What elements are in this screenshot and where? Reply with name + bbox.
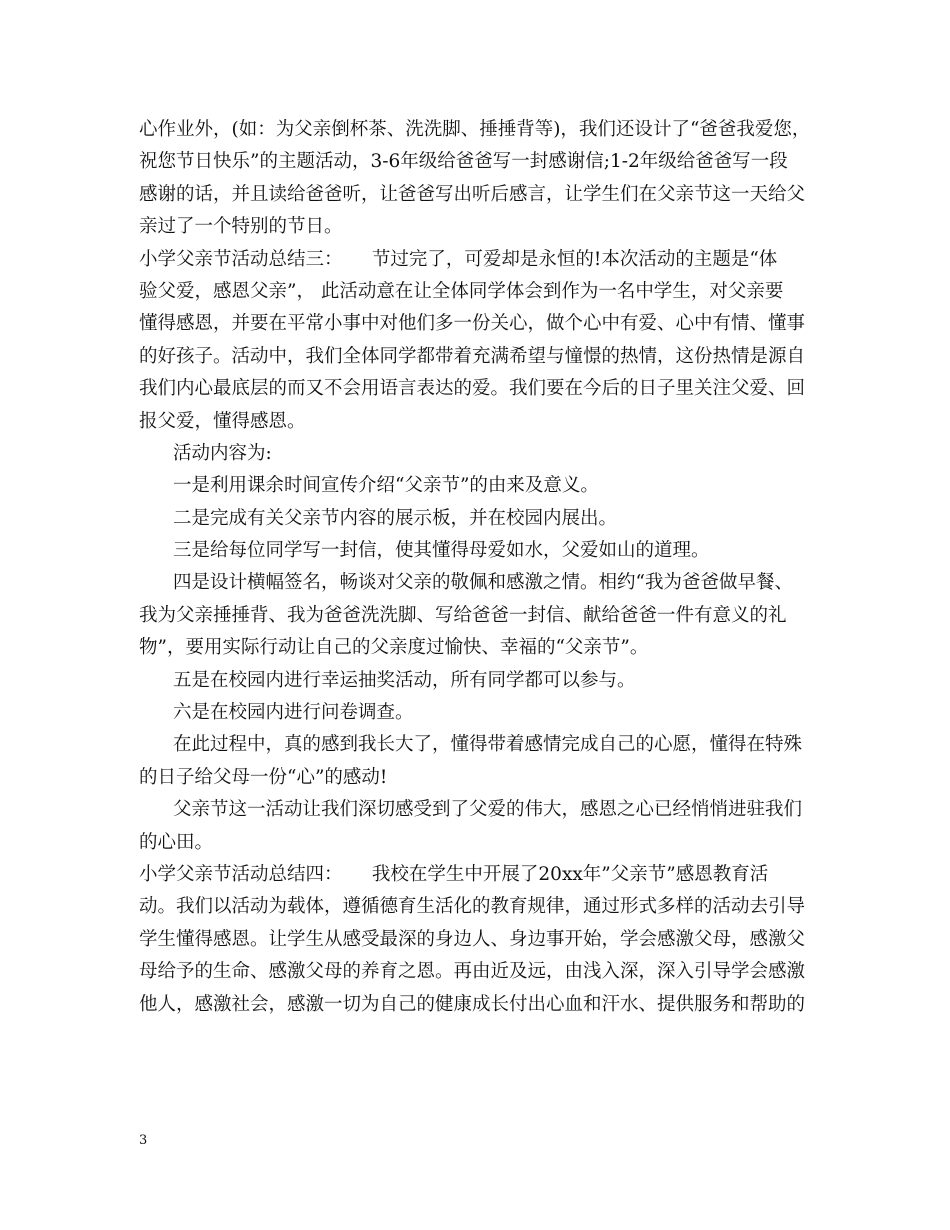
text-line: 学生懂得感恩。让学生从感受最深的身边人、身边事开始，学会感激父母，感激父: [139, 928, 806, 950]
text-line: 祝您节日快乐”的主题活动，3-6年级给爸爸写一封感谢信;1-2年级给爸爸写一段: [139, 151, 788, 173]
text-line: 小学父亲节活动总结四： 我校在学生中开展了20xx年”父亲节”感恩教育活: [139, 863, 769, 885]
text-line: 五是在校园内进行幸运抽奖活动，所有同学都可以参与。: [173, 669, 636, 691]
text-line: 懂得感恩，并要在平常小事中对他们多一份关心，做个心中有爱、心中有情、懂事: [139, 313, 806, 335]
text-line: 物”，要用实际行动让自己的父亲度过愉快、幸福的“父亲节”。: [139, 637, 649, 659]
page-number: 3: [139, 1133, 148, 1148]
text-line: 在此过程中，真的感到我长大了，懂得带着感情完成自己的心愿，懂得在特殊: [173, 734, 803, 756]
text-line: 动。我们以活动为载体，遵循德育生活化的教育规律，通过形式多样的活动去引导: [139, 896, 806, 918]
body-text: [139, 114, 811, 1021]
text-line: 我为父亲捶捶背、我为爸爸洗洗脚、写给爸爸一封信、献给爸爸一件有意义的礼: [139, 604, 787, 626]
text-line: 二是完成有关父亲节内容的展示板，并在校园内展出。: [173, 507, 618, 529]
text-line: 心作业外，(如：为父亲倒杯茶、洗洗脚、捶捶背等)，我们还设计了“爸爸我爱您，: [139, 119, 811, 140]
text-line: 四是设计横幅签名，畅谈对父亲的敬佩和感激之情。相约“我为爸爸做早餐、: [173, 572, 793, 594]
text-line: 我们内心最底层的而又不会用语言表达的爱。我们要在今后的日子里关注父爱、回: [139, 378, 806, 400]
text-line: 亲过了一个特别的节日。: [139, 216, 343, 238]
text-line: 验父爱，感恩父亲”， 此活动意在让全体同学体会到作为一名中学生，对父亲要: [139, 280, 784, 302]
text-line: 一是利用课余时间宣传介绍“父亲节”的由来及意义。: [173, 475, 599, 497]
text-line: 的好孩子。活动中，我们全体同学都带着充满希望与憧憬的热情，这份热情是源自: [139, 345, 806, 367]
text-line: 父亲节这一活动让我们深切感受到了父爱的伟大，感恩之心已经悄悄进驻我们: [173, 799, 803, 821]
text-line: 报父爱，懂得感恩。: [139, 410, 306, 432]
text-line: 六是在校园内进行问卷调查。: [173, 702, 414, 724]
text-line: 的心田。: [139, 831, 214, 853]
text-line: 活动内容为:: [173, 442, 272, 464]
text-line: 的日子给父母一份“心”的感动!: [139, 766, 388, 788]
text-line: 母给予的生命、感激父母的养育之恩。再由近及远，由浅入深，深入引导学会感激: [139, 961, 806, 983]
text-line: 他人，感激社会，感激一切为自己的健康成长付出心血和汗水、提供服务和帮助的: [139, 993, 806, 1015]
text-line: 小学父亲节活动总结三： 节过完了，可爱却是永恒的!本次活动的主题是“体: [139, 248, 778, 270]
text-line: 感谢的话，并且读给爸爸听，让爸爸写出听后感言，让学生们在父亲节这一天给父: [139, 183, 806, 205]
text-line: 三是给每位同学写一封信，使其懂得母爱如水，父爱如山的道理。: [173, 540, 710, 562]
